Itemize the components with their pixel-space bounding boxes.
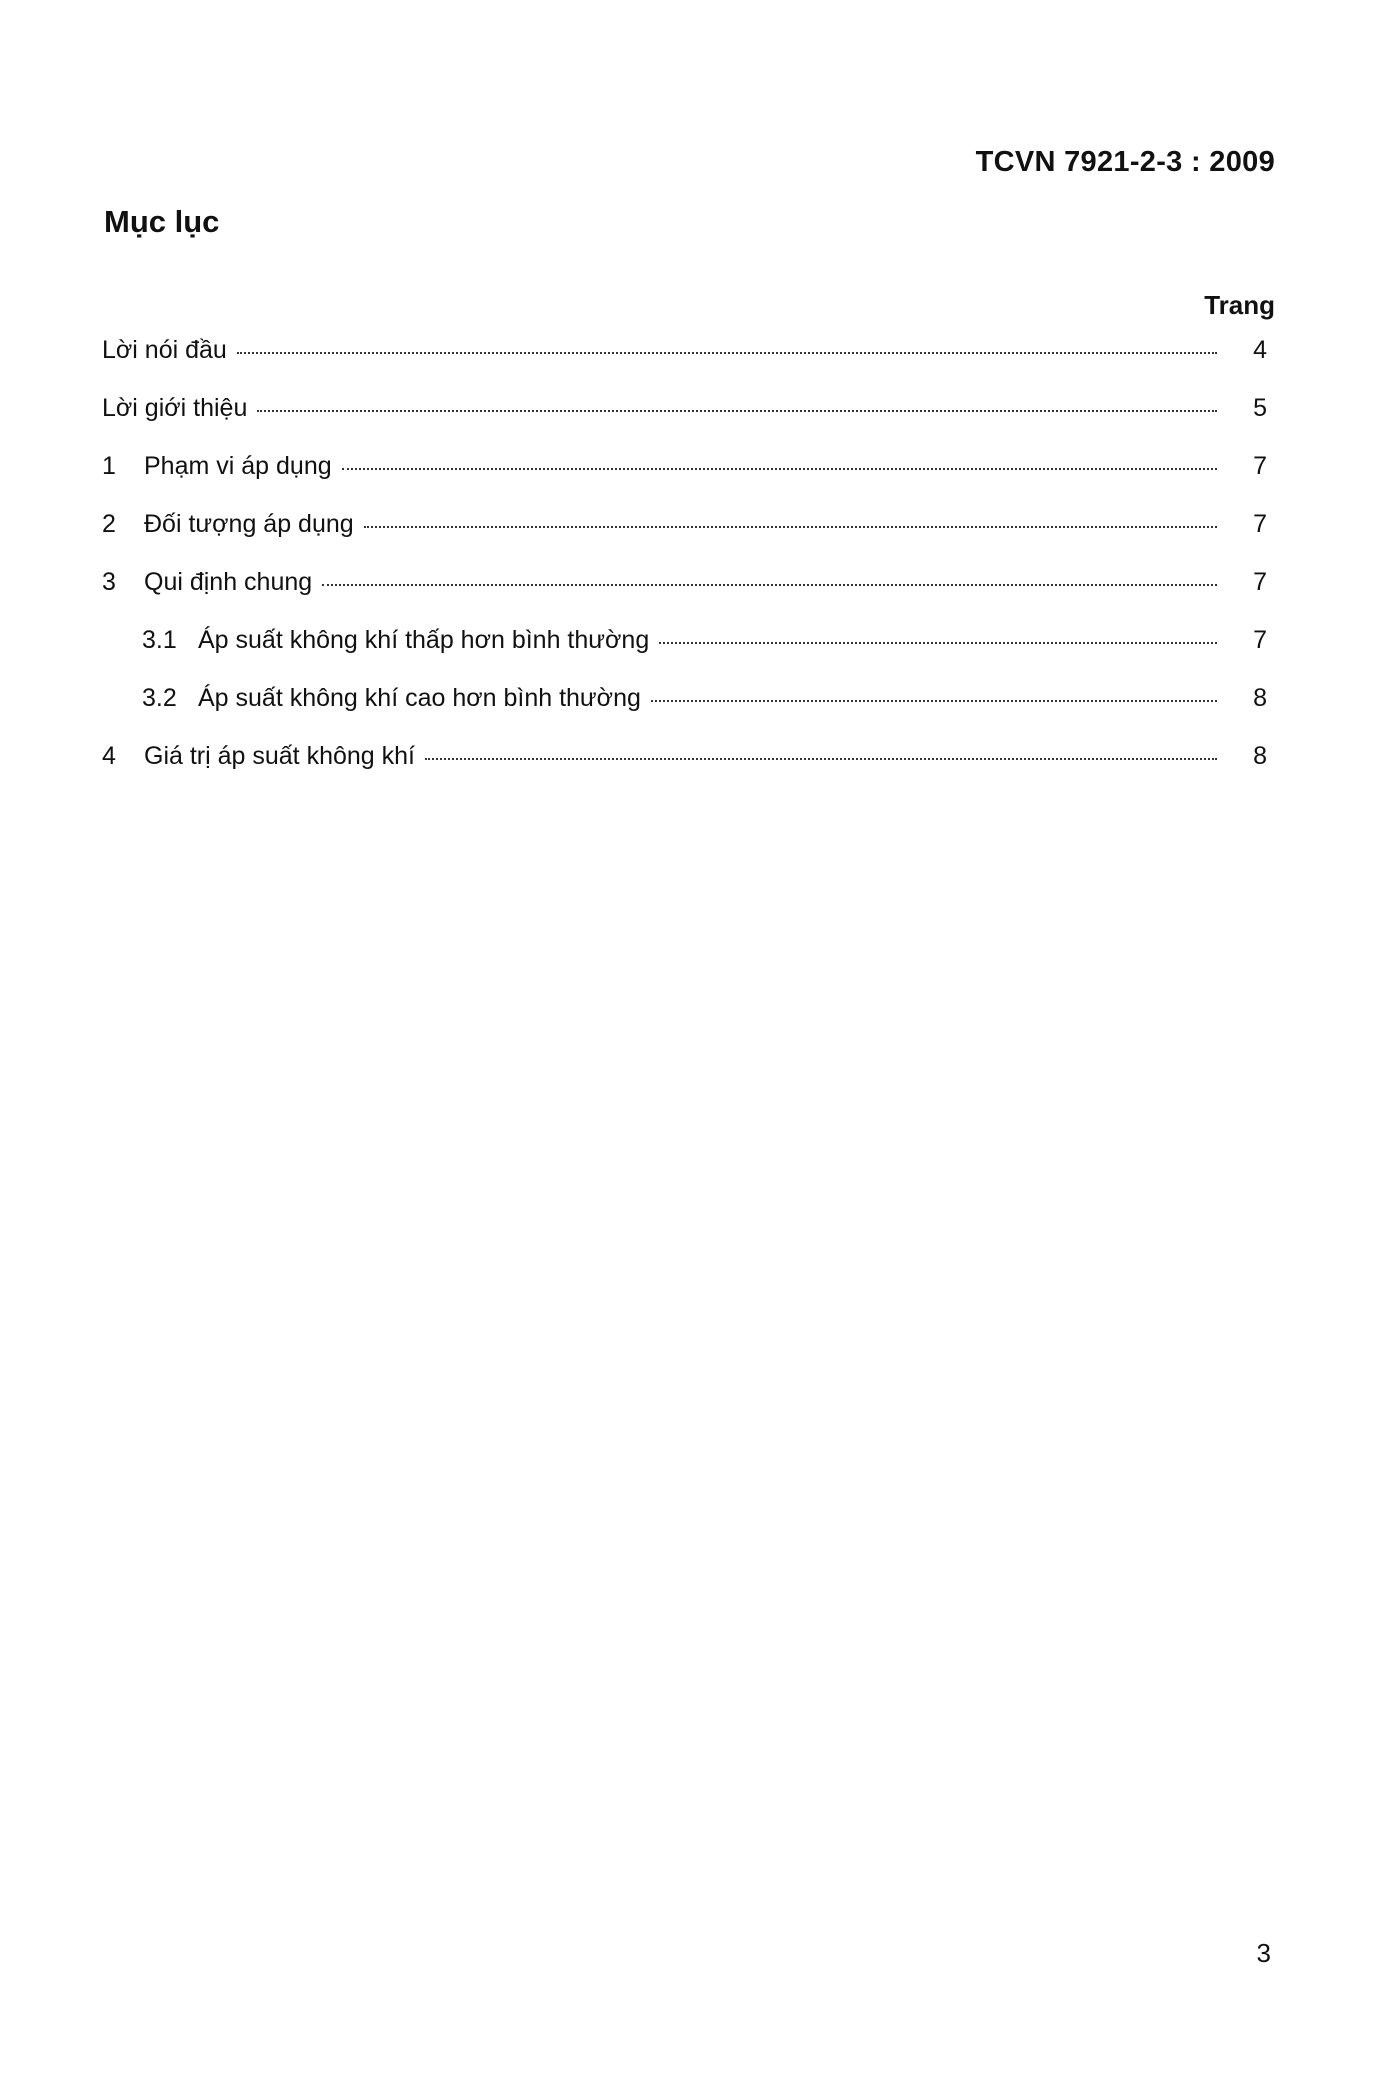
toc-entry-introduction[interactable] <box>102 394 1272 452</box>
page-column-label: Trang <box>1204 290 1275 320</box>
dot-leader <box>237 352 1217 354</box>
toc-entry-label: Giá trị áp suất không khí <box>144 742 415 770</box>
toc-entry-number: 1 <box>102 452 116 480</box>
toc-entry-subject[interactable] <box>102 510 1272 568</box>
toc-entry-scope[interactable] <box>102 452 1272 510</box>
toc-entry-low-pressure[interactable] <box>102 626 1272 684</box>
toc-entry-label: Áp suất không khí cao hơn bình thường <box>198 684 641 712</box>
dot-leader <box>651 700 1217 702</box>
toc-entry-page: 8 <box>1253 684 1267 712</box>
toc-entry-page: 7 <box>1253 568 1267 596</box>
toc-entry-high-pressure[interactable] <box>102 684 1272 742</box>
toc-entry-label: Qui định chung <box>144 568 313 596</box>
dot-leader <box>257 410 1217 412</box>
toc-entry-pressure-values[interactable] <box>102 742 1272 800</box>
page-number: 3 <box>1256 1938 1271 1968</box>
toc-entry-general[interactable] <box>102 568 1272 626</box>
toc-entry-label: Áp suất không khí thấp hơn bình thường <box>198 626 650 654</box>
toc-entry-label: Đối tượng áp dụng <box>144 510 354 538</box>
dot-leader <box>322 584 1217 586</box>
standard-code: TCVN 7921-2-3 : 2009 <box>975 146 1275 178</box>
toc-entry-page: 7 <box>1253 452 1267 480</box>
toc-entry-label: Lời nói đầu <box>102 336 227 364</box>
toc-entry-page: 7 <box>1253 626 1267 654</box>
dot-leader <box>425 758 1217 760</box>
table-of-contents <box>102 336 1272 800</box>
toc-entry-page: 7 <box>1253 510 1267 538</box>
toc-entry-page: 5 <box>1253 394 1267 422</box>
toc-entry-number: 3 <box>102 568 116 596</box>
toc-entry-number: 3.2 <box>142 684 177 712</box>
dot-leader <box>364 526 1217 528</box>
toc-entry-number: 2 <box>102 510 116 538</box>
dot-leader <box>659 642 1217 644</box>
toc-entry-label: Lời giới thiệu <box>102 394 248 422</box>
toc-entry-page: 4 <box>1253 336 1267 364</box>
toc-entry-label: Phạm vi áp dụng <box>144 452 332 480</box>
toc-entry-page: 8 <box>1253 742 1267 770</box>
toc-entry-number: 3.1 <box>142 626 177 654</box>
toc-entry-number: 4 <box>102 742 116 770</box>
toc-entry-foreword[interactable] <box>102 336 1272 394</box>
dot-leader <box>342 468 1217 470</box>
toc-title: Mục lục <box>104 204 220 239</box>
